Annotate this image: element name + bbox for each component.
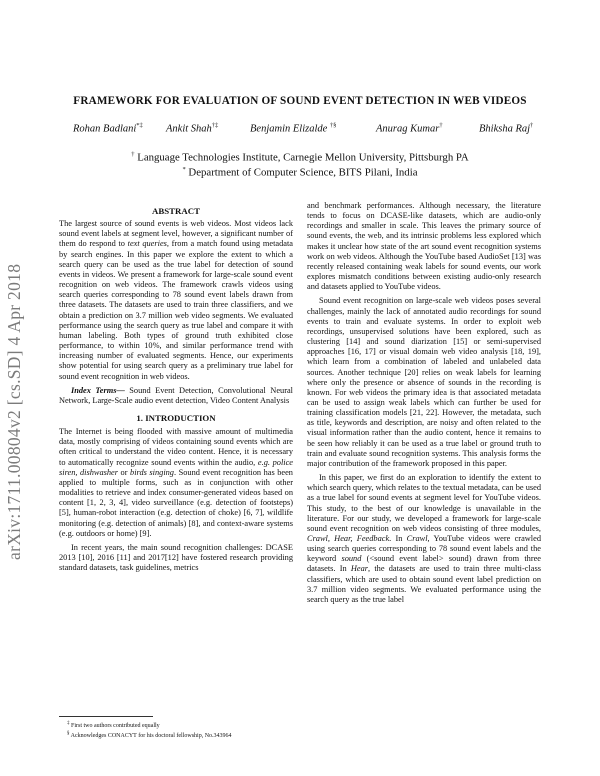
right-paragraph-2: Sound event recognition on large-scale web videos poses several challenges, mainly the lack of annotated audio recordings for sound events to train and evaluate systems. In order to exploit web recordings, unsupervised solutions have been explored, such as clustering [14] and sound diarization [15] or semi-supervised approaches [16, 17] or visual domain web video analysis [18, 19], which learn from a combination of labeled and unlabeled data sources. Another technique [20] relies on weak labels for learning where only the presence or absence of sounds in the recording is known. For web videos the primary idea is that associated metadata can be used to assign weak labels which can further be used for training classification models [21, 22]. However, the metadata, such as title, keywords and description, are noisy and often related to the visual information rather than the audio content, hence it remains to be seen how reliably it can be used as a true label or ground truth to train and evaluate sound recognition systems. This analysis forms the major contribution of the framework proposed in this paper. xyxy=(307,296,541,468)
affiliation-mark: * xyxy=(182,166,186,173)
author-mark: †§ xyxy=(329,122,337,129)
abstract-text: The largest source of sound events is web videos. Most videos lack sound event labels at segment level, however, a significant number of them do respond to text queries, from a match found using metadata by search engines. In this paper we explore the extent to which a search query can be used as the true label for detection of sound events in videos. We present a framework for large-scale sound event recognition on web videos. The framework crawls videos using search queries corresponding to 78 sound event labels drawn from three datasets. The datasets are used to train three classifiers, and we obtain a prediction on 3.7 million web video segments. We evaluated performance using the search query as true label and compare it with human labeling. Both types of ground truth exhibited close performance, to within 10%, and similar performance trend with increasing number of evaluated segments. Hence, our experiments show potential for using search query as a preliminary true label for sound event recognition in web videos. xyxy=(59,219,293,381)
author-name: Anurag Kumar xyxy=(376,123,440,135)
author-name: Rohan Badlani xyxy=(73,123,137,135)
index-terms: Index Terms— Sound Event Detection, Convolutional Neural Network, Large-Scale audio event detection, Video Content Analysis xyxy=(59,385,293,405)
affiliation-mark: † xyxy=(131,151,135,158)
author-name: Ankit Shah xyxy=(166,123,212,135)
author-5 xyxy=(479,122,533,135)
right-paragraph-3: In this paper, we first do an exploration to identify the extent to which search query, which relates to the textual metadata, can be used as a true label for sound events at segment level for YouTube videos. This study, to the best of our knowledge is unavailable in the literature. For our study, we developed a framework for large-scale sound event recognition on web videos consisting of three modules, Crawl, Hear, Feedback. In Crawl, YouTube videos were crawled using search queries corresponding to 78 sound event labels and the keyword sound (<sound event label> sound) drawn from three datasets. In Hear, the datasets are used to train three multi-class classifiers, which are used to obtain sound event label prediction on 3.7 million video segments. We evaluated performance using the search query as the true label xyxy=(307,473,542,604)
affiliation-text: Department of Computer Science, BITS Pilani, India xyxy=(188,166,418,179)
footnote-1: ‡ First two authors contributed equally xyxy=(67,721,160,729)
arxiv-stamp: arXiv:1711.00804v2 [cs.SD] 4 Apr 2018 xyxy=(4,263,24,560)
footnote-divider xyxy=(59,716,153,717)
intro-paragraph-1: The Internet is being flooded with massive amount of multimedia data, mostly comprising of videos containing sound events which are often critical to understand the video content. Hence, it is necessary to automatically recognize sound events within the audio, e.g. police siren, dishwasher or birds singing. Sound event recognition has been applied to multiple forms, such as in conjunction with other modalities to retrieve and index consumer-generated videos based on content [1, 2, 3, 4], video surveillance (e.g. detection of footsteps) [5], human-robot interaction (e.g. detection of choke) [6, 7], wildlife monitoring (e.g. detection of animals) [8], and context-aware systems (e.g. outdoors or home) [9]. xyxy=(59,427,293,538)
abstract-heading: ABSTRACT xyxy=(152,206,200,216)
author-list xyxy=(60,122,560,138)
footnote-2: § Acknowledges CONACYT for his doctoral fellowship, No.343964 xyxy=(67,731,232,740)
author-2 xyxy=(166,122,218,135)
author-4 xyxy=(376,122,443,135)
right-column xyxy=(307,201,541,605)
author-name: Benjamin Elizalde xyxy=(250,123,328,135)
author-mark: †‡ xyxy=(211,122,219,129)
intro-paragraph-2: In recent years, the main sound recognition challenges: DCASE 2013 [10], 2016 [11] and 2017[12] have fostered research providing standard datasets, task guidelines, metrics xyxy=(59,542,293,573)
author-mark: † xyxy=(439,122,443,129)
affiliation-text: Language Technologies Institute, Carnegie Mellon University, Pittsburgh PA xyxy=(137,151,469,164)
left-column xyxy=(59,200,293,573)
right-paragraph-1: and benchmark performances. Although necessary, the literature tends to focus on DCASE-like datasets, which are audio-only recordings and smaller in scale. This leaves the primary source of sound events, the web, and its intrinsic problems less explored which makes it unclear how state of the art sound event recognition systems work on web videos. Although the YouTube based AudioSet [13] was recently released containing weak labels for sound events, our work explores mismatch conditions between existing audio-only research and datasets applied to YouTube videos. xyxy=(307,201,541,292)
author-mark: *‡ xyxy=(136,122,143,129)
paper-title: FRAMEWORK FOR EVALUATION OF SOUND EVENT DETECTION IN WEB VIDEOS xyxy=(73,95,527,107)
author-1 xyxy=(73,122,143,135)
affiliation-1 xyxy=(40,151,560,164)
author-3 xyxy=(250,122,336,135)
author-name: Bhiksha Raj xyxy=(479,123,531,135)
affiliation-2 xyxy=(40,166,560,179)
author-mark: † xyxy=(530,122,534,129)
footnotes xyxy=(59,716,293,741)
intro-heading: 1. INTRODUCTION xyxy=(136,412,216,423)
